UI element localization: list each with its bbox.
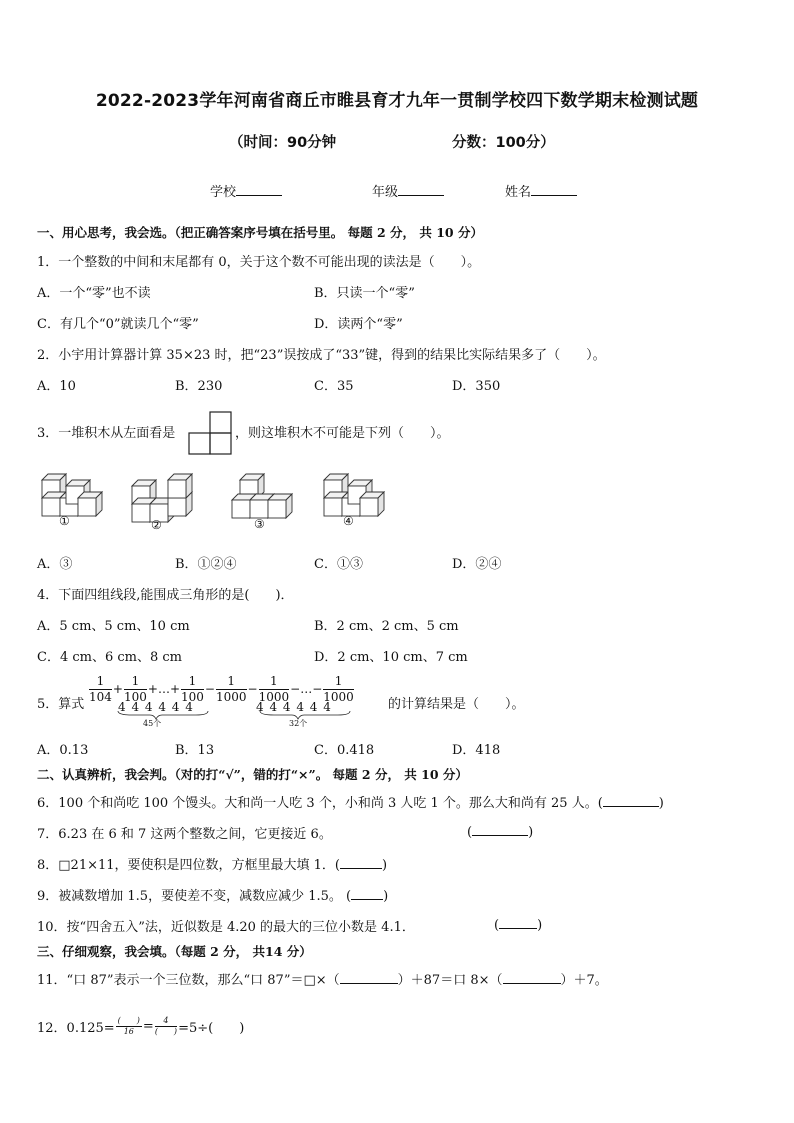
q12-den-blank[interactable]: ( ) — [154, 1027, 178, 1036]
q12-num-blank[interactable]: ( ) — [117, 1016, 140, 1025]
question-6 — [37, 792, 664, 811]
frac-2-num: 1 — [124, 674, 147, 690]
q11-blank-1[interactable] — [340, 971, 398, 984]
q11-text-a: 11．“口 87”表示一个三位数，那么“口 87”＝□×（ — [37, 973, 340, 988]
q12-equals: = — [142, 1019, 154, 1034]
q3-option-b[interactable]: B．①②④ — [175, 557, 237, 572]
name-field[interactable] — [505, 181, 577, 200]
question-3-stem-b: ，则这堆积木不可能是下列（ ）。 — [235, 426, 450, 441]
frac-6-num: 1 — [323, 674, 354, 690]
question-5-prefix: 5．算式 — [37, 697, 85, 712]
plus-sign-3: + — [169, 682, 180, 696]
section-2-heading: 二、认真辨析，我会判。（对的打“√”，错的打“×”。 每题 2 分， 共 10 分） — [37, 767, 468, 782]
name-blank[interactable] — [531, 182, 577, 196]
page-title: 2022-2023学年河南省商丘市睢县育才九年一贯制学校四下数学期末检测试题 — [95, 91, 699, 111]
q7-answer[interactable]: ( ) — [467, 825, 534, 840]
question-7: 7．6.23 在 6 和 7 这两个整数之间，它更接近 6。 — [37, 827, 332, 842]
q1-option-b[interactable]: B．只读一个“零” — [314, 286, 415, 301]
figure-4[interactable] — [324, 474, 384, 516]
q10-answer[interactable]: ( ) — [494, 918, 543, 933]
figure-4-label: ④ — [343, 514, 354, 528]
q12-den-16: 16 — [123, 1027, 134, 1036]
frac-6-den: 1000 — [323, 690, 354, 704]
frac-5-num: 1 — [259, 674, 290, 690]
frac-5-den: 1000 — [258, 690, 290, 704]
q5-digits-1: 4 4 4 4 4 4 — [118, 700, 194, 714]
q1-option-c[interactable]: C．有几个“0”就读几个“零” — [37, 317, 199, 332]
section-3-heading: 三、仔细观察，我会填。（每题 2 分， 共14 分） — [37, 944, 312, 959]
frac-4-den: 1000 — [215, 690, 247, 704]
q4-option-a[interactable]: A．5 cm、5 cm、10 cm — [37, 619, 190, 634]
ellipsis-2: … — [300, 682, 313, 696]
frac-1-num: 1 — [89, 674, 112, 690]
q5-option-c[interactable]: C．0.418 — [314, 743, 375, 758]
school-label: 学校 — [210, 185, 237, 200]
q12-prefix: 12．0.125= — [37, 1021, 115, 1036]
q1-option-a[interactable]: A．一个“零”也不读 — [37, 286, 151, 301]
q10-answer-blank[interactable] — [499, 916, 537, 929]
q5-option-a[interactable]: A．0.13 — [37, 743, 89, 758]
section-1-heading: 一、用心思考，我会选。（把正确答案序号填在括号里。 每题 2 分， 共 10 分） — [37, 225, 483, 240]
q11-text-c: ）＋7。 — [560, 973, 608, 988]
frac-3-den: 100 — [181, 690, 204, 704]
q8-answer-blank[interactable] — [340, 856, 382, 869]
q2-option-b[interactable]: B．230 — [175, 379, 223, 394]
q6-close: ) — [658, 796, 664, 811]
question-1: 1．一个整数的中间和末尾都有 0，关于这个数不可能出现的读法是（ ）。 — [37, 255, 481, 270]
q12-num-4: 4 — [155, 1016, 177, 1027]
question-10: 10．按“四舍五入”法，近似数是 4.20 的最大的三位小数是 4.1． — [37, 920, 415, 935]
question-8 — [37, 854, 387, 873]
minus-sign-4: − — [312, 682, 323, 696]
q4-option-c[interactable]: C．4 cm、6 cm、8 cm — [37, 650, 182, 665]
q9-close: ) — [383, 889, 389, 904]
question-9 — [37, 885, 388, 904]
figure-2[interactable] — [132, 474, 192, 522]
q5-option-b[interactable]: B．13 — [175, 743, 215, 758]
q3-option-c[interactable]: C．①③ — [314, 557, 363, 572]
frac-4-num: 1 — [216, 674, 247, 690]
q7-answer-blank[interactable] — [472, 823, 528, 836]
plus-sign-2: + — [147, 682, 158, 696]
q9-text: 9．被减数增加 1.5，要使差不变，减数应减少 1.5。 ( — [37, 889, 352, 904]
figure-2-label: ② — [151, 518, 162, 532]
q6-answer-blank[interactable] — [603, 794, 659, 807]
question-2: 2．小宇用计算器计算 35×23 时，把“23”误按成了“33”键，得到的结果比实际结果多了（ ）。 — [37, 348, 606, 363]
exam-score: 分数：100分） — [452, 135, 555, 151]
left-view-figure — [187, 410, 235, 456]
question-12 — [37, 1016, 244, 1037]
q3-option-d[interactable]: D．②④ — [452, 557, 502, 572]
grade-field[interactable] — [372, 181, 444, 200]
frac-3-num: 1 — [181, 674, 204, 690]
exam-time: （时间：90分钟 — [229, 135, 337, 151]
figure-3[interactable] — [232, 474, 292, 518]
q1-option-d[interactable]: D．读两个“零” — [314, 317, 403, 332]
figure-1[interactable] — [42, 474, 102, 516]
q12-tail: =5÷( ) — [178, 1021, 245, 1036]
minus-sign-3: − — [290, 682, 301, 696]
q8-close: ) — [382, 858, 388, 873]
q2-option-c[interactable]: C．35 — [314, 379, 354, 394]
q2-option-d[interactable]: D．350 — [452, 379, 501, 394]
minus-sign: − — [204, 682, 215, 696]
figure-1-label: ① — [59, 514, 70, 528]
count-45: 45个 — [143, 719, 162, 728]
q11-text-b: ）＋87＝口 8×（ — [397, 973, 503, 988]
minus-sign-2: − — [247, 682, 258, 696]
q9-answer-blank[interactable] — [351, 887, 383, 900]
ellipsis: … — [157, 682, 170, 696]
q5-digits-2: 4 4 4 4 4 4 — [256, 700, 332, 714]
q8-text: 8．□21×11，要使积是四位数，方框里最大填 1．( — [37, 858, 341, 873]
question-11 — [37, 969, 608, 988]
question-3-stem-a: 3．一堆积木从左面看是 — [37, 426, 176, 441]
grade-label: 年级 — [372, 185, 399, 200]
count-32: 32个 — [289, 719, 308, 728]
school-blank[interactable] — [236, 182, 282, 196]
frac-2-den: 100 — [123, 690, 147, 704]
figure-3-label: ③ — [254, 517, 265, 531]
grade-blank[interactable] — [398, 182, 444, 196]
name-label: 姓名 — [505, 185, 532, 200]
plus-sign: + — [112, 682, 123, 696]
q4-option-b[interactable]: B．2 cm、2 cm、5 cm — [314, 619, 459, 634]
q5-option-d[interactable]: D．418 — [452, 743, 501, 758]
q4-option-d[interactable]: D．2 cm、10 cm、7 cm — [314, 650, 468, 665]
question-4: 4．下面四组线段,能围成三角形的是( )． — [37, 588, 294, 603]
school-field[interactable] — [210, 181, 282, 200]
q2-option-a[interactable]: A．10 — [37, 379, 76, 394]
frac-1-den: 104 — [89, 690, 112, 704]
q6-text: 6．100 个和尚吃 100 个馒头。大和尚一人吃 3 个，小和尚 3 人吃 1 个。那么大和尚有 25 人。( — [37, 796, 603, 811]
question-5-suffix: 的计算结果是（ ）。 — [388, 697, 525, 712]
q11-blank-2[interactable] — [503, 971, 561, 984]
q3-option-a[interactable]: A．③ — [37, 557, 73, 572]
